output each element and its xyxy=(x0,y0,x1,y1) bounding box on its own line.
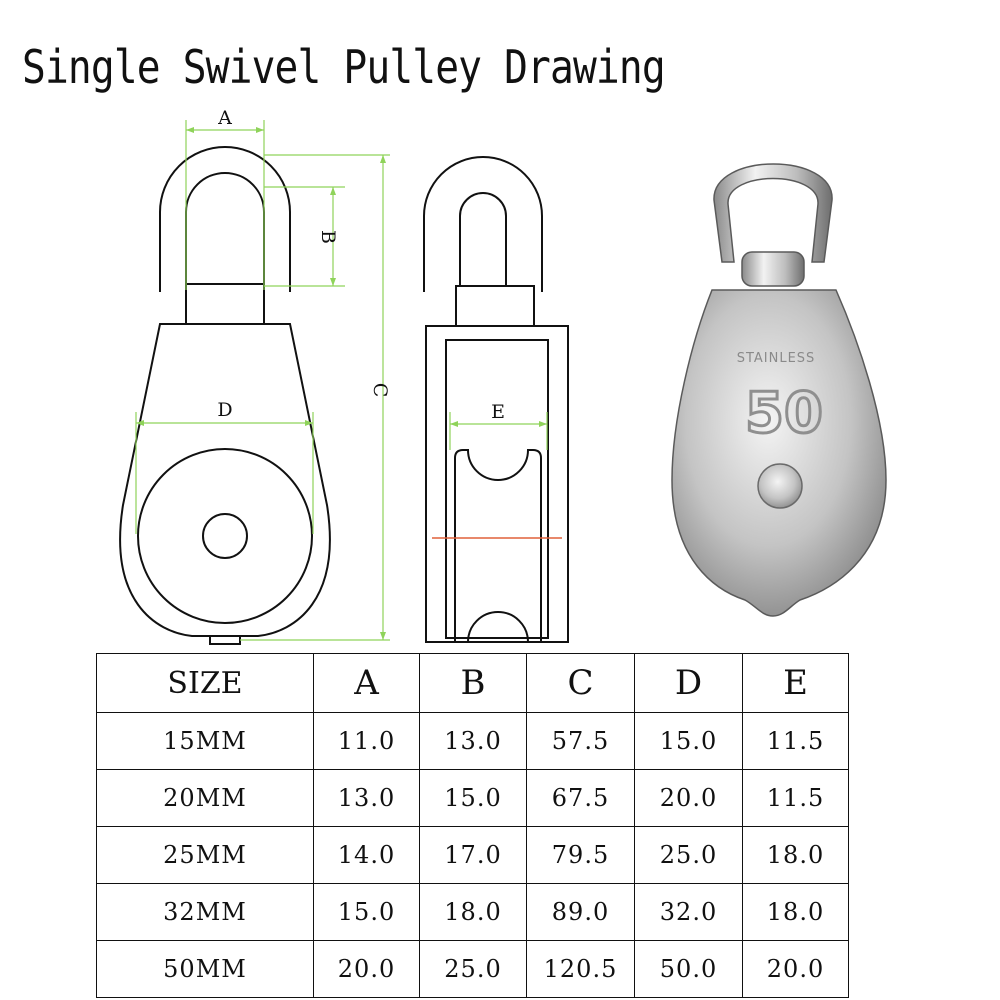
cell-c: 79.5 xyxy=(527,827,635,884)
cell-size: 25MM xyxy=(97,827,314,884)
cell-e: 11.5 xyxy=(743,713,849,770)
cell-b: 13.0 xyxy=(420,713,527,770)
cell-size: 20MM xyxy=(97,770,314,827)
table-header-row xyxy=(97,654,849,713)
front-shackle-inner xyxy=(186,173,264,292)
cell-size: 50MM xyxy=(97,941,314,998)
front-sheave xyxy=(138,449,312,623)
photo-stamp-text: STAINLESS xyxy=(736,351,816,366)
dim-label-c: C xyxy=(369,382,391,398)
cell-size: 15MM xyxy=(97,713,314,770)
cell-c: 89.0 xyxy=(527,884,635,941)
page-title: Single Swivel Pulley Drawing xyxy=(22,40,665,94)
front-swivel-collar xyxy=(186,284,264,324)
front-axle-hole xyxy=(203,514,247,558)
side-frame-outer xyxy=(426,326,568,642)
front-view xyxy=(120,147,330,644)
side-shackle-outer xyxy=(424,157,542,292)
dim-label-d: D xyxy=(217,399,233,421)
side-view xyxy=(424,157,568,642)
header-d: D xyxy=(635,654,743,713)
spec-table xyxy=(96,653,849,998)
cell-c: 120.5 xyxy=(527,941,635,998)
dim-label-e: E xyxy=(491,401,505,423)
cell-b: 17.0 xyxy=(420,827,527,884)
header-c: C xyxy=(527,654,635,713)
front-shackle-outer xyxy=(160,147,290,292)
cell-e: 18.0 xyxy=(743,827,849,884)
table-row xyxy=(97,941,849,998)
front-bottom-nub xyxy=(210,636,240,644)
cell-e: 20.0 xyxy=(743,941,849,998)
cell-a: 11.0 xyxy=(314,713,420,770)
front-dimension-arrows xyxy=(136,127,386,640)
cell-d: 20.0 xyxy=(635,770,743,827)
cell-d: 25.0 xyxy=(635,827,743,884)
cell-size: 32MM xyxy=(97,884,314,941)
side-swivel-collar xyxy=(456,286,534,326)
side-sheave-profile xyxy=(455,450,541,642)
table-row xyxy=(97,827,849,884)
photo-swivel xyxy=(742,252,804,286)
header-e: E xyxy=(743,654,849,713)
cell-e: 18.0 xyxy=(743,884,849,941)
cell-c: 67.5 xyxy=(527,770,635,827)
cell-d: 32.0 xyxy=(635,884,743,941)
cell-a: 13.0 xyxy=(314,770,420,827)
header-b: B xyxy=(420,654,527,713)
header-size: SIZE xyxy=(97,654,314,713)
photo-rivet xyxy=(758,464,802,508)
table-row xyxy=(97,713,849,770)
dim-label-a: A xyxy=(218,107,232,129)
photo-body xyxy=(672,290,886,616)
header-a: A xyxy=(314,654,420,713)
pulley-photo xyxy=(672,164,886,616)
cell-a: 20.0 xyxy=(314,941,420,998)
cell-d: 50.0 xyxy=(635,941,743,998)
cell-b: 15.0 xyxy=(420,770,527,827)
front-dimensions xyxy=(136,120,390,640)
table-row xyxy=(97,884,849,941)
photo-stamp-number: 50 xyxy=(745,381,823,446)
cell-a: 14.0 xyxy=(314,827,420,884)
cell-e: 11.5 xyxy=(743,770,849,827)
side-shackle-inner xyxy=(460,193,506,292)
dim-label-b: B xyxy=(317,230,339,244)
cell-b: 25.0 xyxy=(420,941,527,998)
side-frame-inner xyxy=(446,340,548,638)
photo-eye-outer xyxy=(714,164,832,262)
cell-a: 15.0 xyxy=(314,884,420,941)
front-body-outline xyxy=(120,324,330,636)
cell-d: 15.0 xyxy=(635,713,743,770)
table-row xyxy=(97,770,849,827)
cell-c: 57.5 xyxy=(527,713,635,770)
cell-b: 18.0 xyxy=(420,884,527,941)
